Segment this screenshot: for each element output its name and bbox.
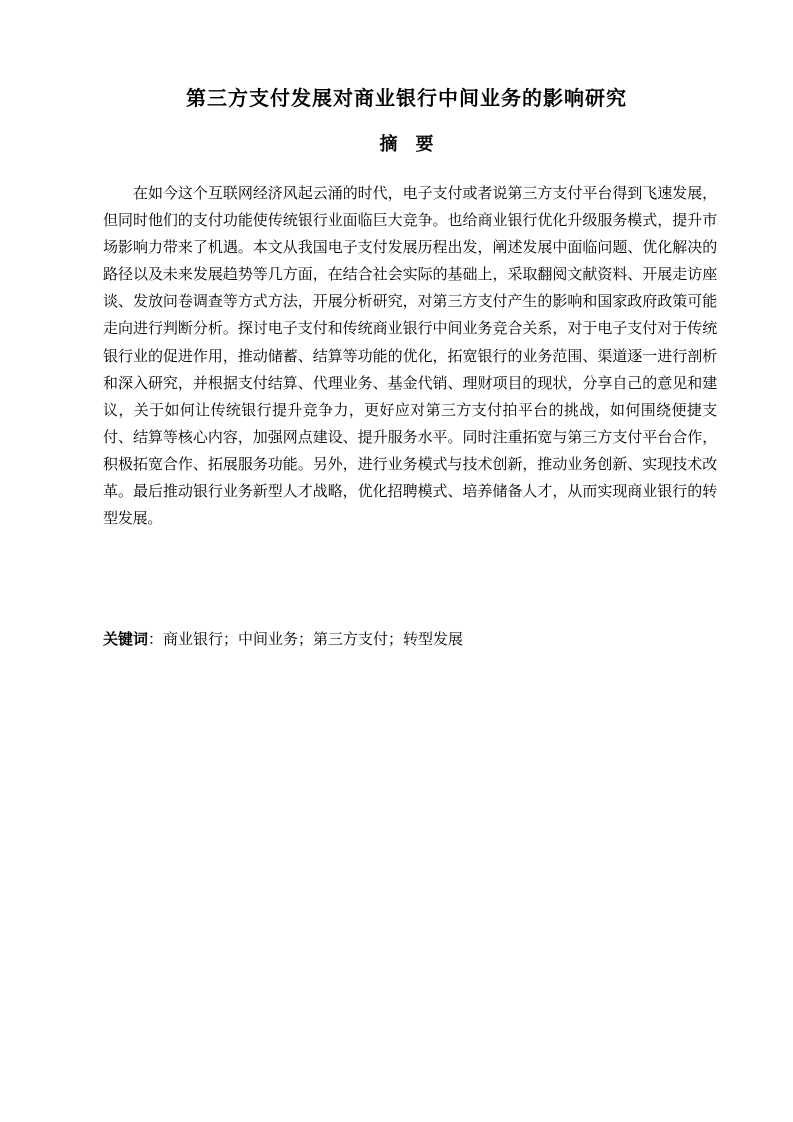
paper-title: 第三方支付发展对商业银行中间业务的影响研究 bbox=[186, 86, 627, 110]
keywords-label: 关键词 bbox=[103, 630, 149, 648]
keywords-text: 商业银行；中间业务；第三方支付；转型发展 bbox=[163, 630, 464, 648]
keywords-line bbox=[103, 627, 717, 651]
keywords-separator: ： bbox=[148, 630, 164, 648]
abstract-heading: 摘要 bbox=[379, 134, 452, 155]
abstract-body: 在如今这个互联网经济风起云涌的时代，电子支付或者说第三方支付平台得到飞速发展，但同时他们的支付功能使传统银行业面临巨大竞争。也给商业银行优化升级服务模式，提升市场影响力带来了机遇。本文从我国电子支付发展历程出发，阐述发展中面临问题、优化解决的路径以及未来发展趋势等几方面，在结合社会实际的基础上，采取翻阅文献资料、开展走访座谈、发放问卷调查等方式方法，开展分析研究，对第三方支付产生的影响和国家政府政策可能走向进行判断分析。探讨电子支付和传统商业银行中间业务竞合关系，对于电子支付对于传统银行业的促进作用，推动储蓄、结算等功能的优化，拓宽银行的业务范围、渠道逐一进行剖析和深入研究，并根据支付结算、代理业务、基金代销、理财项目的现状，分享自己的意见和建议，关于如何让传统银行提升竞争力，更好应对第三方支付拍平台的挑战，如何围绕便捷支付、结算等核心内容，加强网点建设、提升服务水平。同时注重拓宽与第三方支付平台合作，积极拓宽合作、拓展服务功能。另外，进行业务模式与技术创新，推动业务创新、实现技术改革。最后推动银行业务新型人才战略，优化招聘模式、培养储备人才，从而实现商业银行的转型发展。 bbox=[103, 184, 717, 528]
